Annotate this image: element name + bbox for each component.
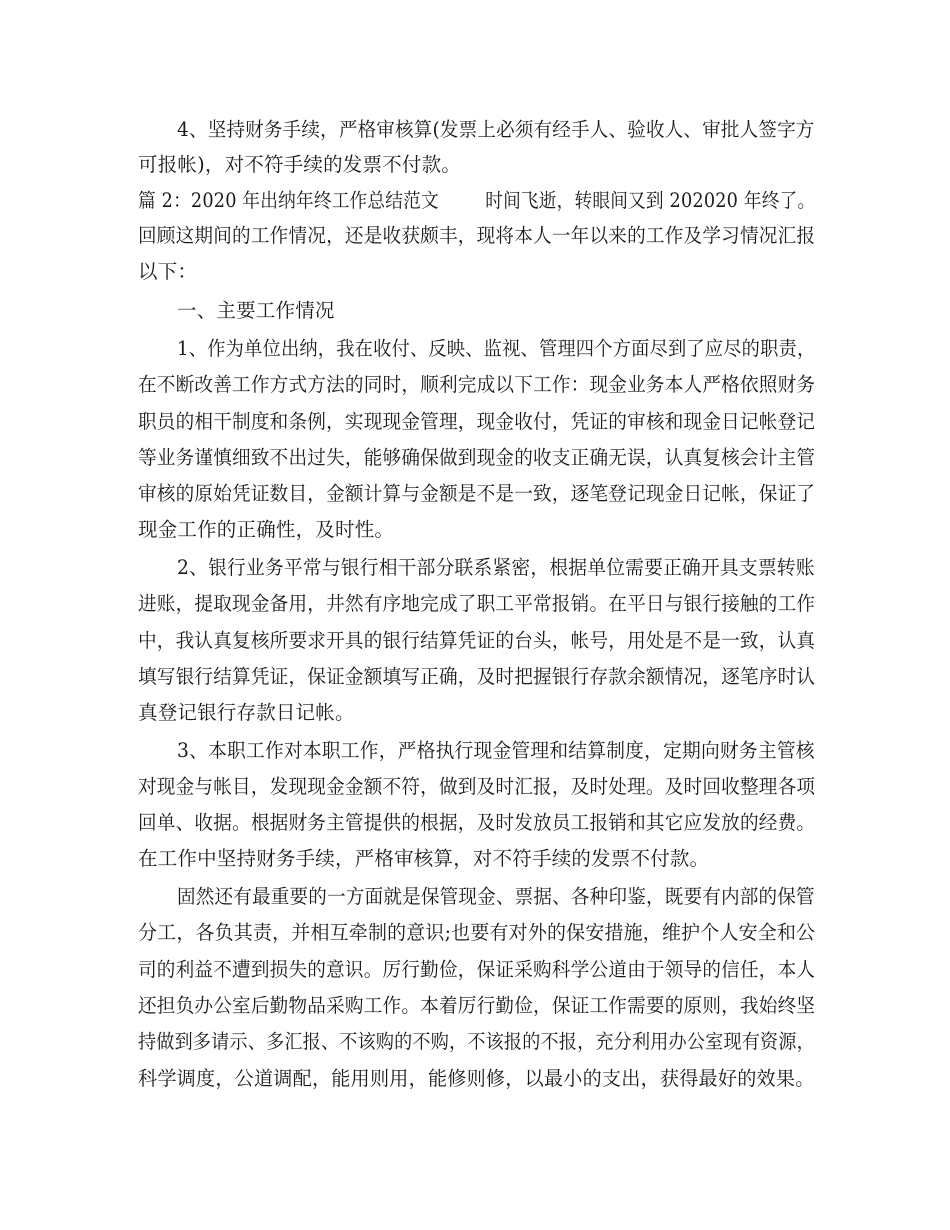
paragraph-line: 回顾这期间的工作情况，还是收获颇丰，现将本人一年以来的工作及学习情况汇报 — [138, 224, 816, 247]
paragraph-line: 以下： — [138, 260, 198, 283]
subheading-line: 一、主要工作情况 — [177, 299, 335, 322]
paragraph-line: 固然还有最重要的一方面就是保管现金、票据、各种印鉴，既要有内部的保管 — [177, 885, 815, 908]
paragraph-line: 持做到多请示、多汇报、不该购的不购，不该报的不报，充分利用办公室现有资源， — [138, 1030, 815, 1053]
section-heading-line: 篇 2：2020 年出纳年终工作总结范文 时间飞逝，转眼间又到 202020 年终了。 — [138, 189, 816, 212]
paragraph-line: 司的利益不遭到损失的意识。厉行勤俭，保证采购科学公道由于领导的信任，本人 — [138, 958, 816, 981]
paragraph-line: 中，我认真复核所要求开具的银行结算凭证的台头，帐号，用处是不是一致，认真 — [138, 629, 816, 652]
paragraph-line: 真登记银行存款日记帐。 — [138, 701, 355, 724]
paragraph-line: 3、本职工作对本职工作，严格执行现金管理和结算制度，定期向财务主管核 — [177, 739, 815, 762]
paragraph-line: 2、银行业务平常与银行相干部分联系紧密，根据单位需要正确开具支票转账 — [177, 556, 815, 579]
paragraph-line: 审核的原始凭证数目，金额计算与金额是不是一致，逐笔登记现金日记帐，保证了 — [138, 482, 816, 505]
paragraph-line: 进账，提取现金备用，井然有序地完成了职工平常报销。在平日与银行接触的工作 — [138, 592, 816, 615]
paragraph-line: 回单、收据。根据财务主管提供的根据，及时发放员工报销和其它应发放的经费。 — [138, 811, 816, 834]
paragraph-line: 1、作为单位出纳，我在收付、反映、监视、管理四个方面尽到了应尽的职责， — [177, 337, 816, 360]
paragraph-line: 等业务谨慎细致不出过失，能够确保做到现金的收支正确无误，认真复核会计主管 — [138, 446, 816, 469]
paragraph-line: 4、坚持财务手续，严格审核算(发票上必须有经手人、验收人、审批人签字方 — [177, 118, 815, 141]
paragraph-line: 职员的相干制度和条例，实现现金管理，现金收付，凭证的审核和现金日记帐登记 — [138, 410, 816, 433]
paragraph-line: 在不断改善工作方式方法的同时，顺利完成以下工作：现金业务本人严格依照财务 — [138, 373, 816, 396]
paragraph-line: 分工，各负其责，并相互牵制的意识;也要有对外的保安措施，维护个人安全和公 — [138, 921, 816, 944]
paragraph-line: 对现金与帐目，发现现金金额不符，做到及时汇报，及时处理。及时回收整理各项 — [138, 775, 816, 798]
paragraph-line: 填写银行结算凭证，保证金额填写正确，及时把握银行存款余额情况，逐笔序时认 — [138, 665, 816, 688]
paragraph-line: 科学调度，公道调配，能用则用，能修则修，以最小的支出，获得最好的效果。 — [138, 1067, 815, 1090]
paragraph-line: 现金工作的正确性，及时性。 — [138, 518, 395, 541]
paragraph-line: 还担负办公室后勤物品采购工作。本着厉行勤俭，保证工作需要的原则，我始终坚 — [138, 994, 816, 1017]
paragraph-line: 在工作中坚持财务手续，严格审核算，对不符手续的发票不付款。 — [138, 847, 710, 870]
paragraph-line: 可报帐)，对不符手续的发票不付款。 — [138, 153, 462, 176]
